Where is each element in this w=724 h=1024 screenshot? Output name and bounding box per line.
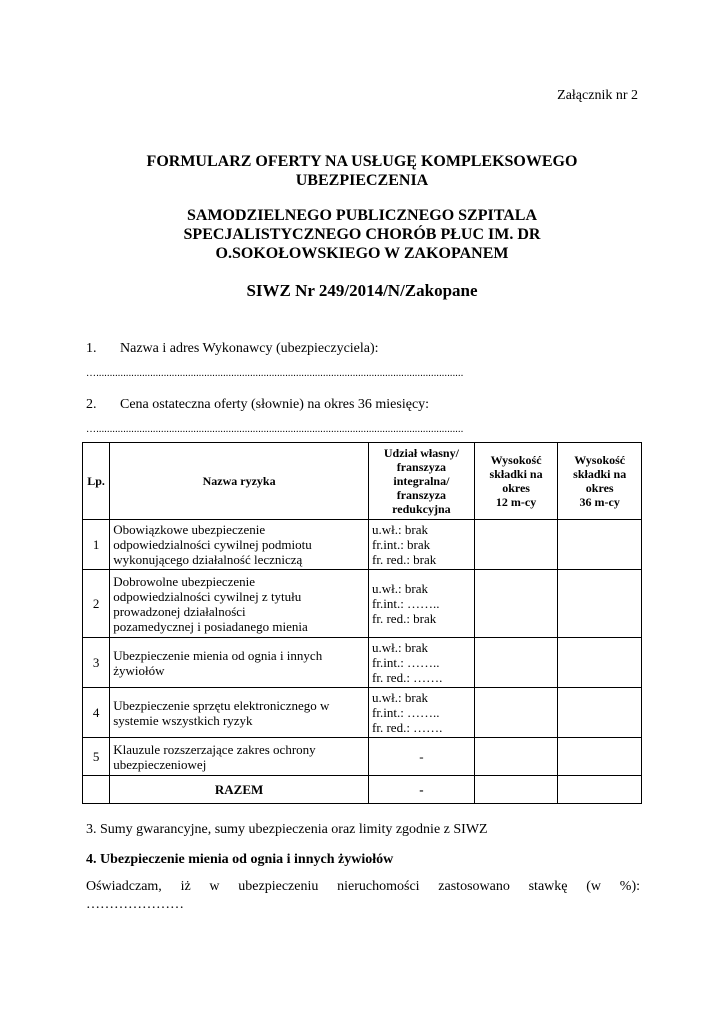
premium-36m-cell[interactable] [558,738,642,776]
risk-line: ubezpieczeniowej [113,756,207,772]
header-line: Wysokość [490,453,542,467]
own-line: fr.int.: …….. [372,705,440,720]
header-line: integralna/ [393,474,450,488]
siwz-number: SIWZ Nr 249/2014/N/Zakopane [246,281,478,300]
header-line: redukcyjna [392,502,451,516]
risk-line: odpowiedzialności cywilnej podmiotu [113,537,312,552]
item-text: Nazwa i adres Wykonawcy (ubezpieczyciela): [120,341,379,356]
header-line: Wysokość [574,453,626,467]
title-line: FORMULARZ OFERTY NA USŁUGĘ KOMPLEKSOWEGO [146,153,578,170]
risk-line: Ubezpieczenie sprzętu elektronicznego w [113,697,330,713]
row-own-share [369,570,475,638]
premium-36m-cell[interactable] [558,520,642,570]
header-premium-12m [474,443,558,520]
header-lp: Lp. [83,443,110,520]
own-line: u.wł.: brak [372,640,428,655]
row-risk-name [110,570,369,638]
table-row [83,738,642,776]
premium-12m-cell[interactable] [474,570,558,638]
premium-12m-cell[interactable] [474,688,558,738]
total-own-share: - [369,776,475,804]
header-line: okres [502,481,530,495]
header-line: składki na [573,467,627,481]
row-lp: 4 [83,688,110,738]
premium-36m-cell[interactable] [558,688,642,738]
own-line: fr.int.: …….. [372,596,440,611]
row-lp: 3 [83,638,110,688]
item-contractor [86,341,379,357]
risk-line: Dobrowolne ubezpieczenie [113,573,256,589]
risk-table [82,442,642,804]
table-row [83,688,642,738]
risk-line: Obowiązkowe ubezpieczenie [113,522,266,537]
risk-line: odpowiedzialności cywilnej z tytułu [113,588,302,604]
header-line: okres [585,481,614,495]
risk-line: Klauzule rozszerzające zakres ochrony [113,741,316,757]
risk-line: Ubezpieczenie mienia od ognia i innych [113,647,323,663]
risk-line: wykonującego działalność leczniczą [113,552,303,567]
header-line: 36 m-cy [579,495,620,509]
own-line: fr.int.: …….. [372,655,440,670]
own-line: fr. red.: ……. [372,720,443,735]
hospital-line: SAMODZIELNEGO PUBLICZNEGO SZPITALA [187,207,537,224]
total-row [83,776,642,804]
row-risk-name [110,638,369,688]
own-line: fr. red.: brak [372,552,437,567]
own-line: u.wł.: brak [372,522,428,537]
section-4-heading: 4. Ubezpieczenie mienia od ognia i innych żywiołów [86,852,394,867]
contractor-blank-field[interactable]: …........................................................................................................................................ [86,368,464,379]
hospital-name [0,206,724,263]
row-lp: 2 [83,570,110,638]
row-lp: 1 [83,520,110,570]
item-text: Cena ostateczna oferty (słownie) na okres 36 miesięcy: [120,397,430,412]
header-premium-36m [558,443,642,520]
premium-12m-cell[interactable] [474,520,558,570]
row-risk-name [110,520,369,570]
section-3: 3. Sumy gwarancyjne, sumy ubezpieczenia oraz limity zgodnie z SIWZ [86,822,488,837]
item-price [86,397,429,413]
row-own-share: - [369,738,475,776]
header-line: składki na [489,467,543,481]
premium-12m-cell[interactable] [474,738,558,776]
own-line: u.wł.: brak [372,690,428,705]
table-header-row [83,443,642,520]
attachment-label: Załącznik nr 2 [557,88,638,103]
header-line: franszyza [396,460,447,474]
header-line: franszyza [396,488,447,502]
total-label: RAZEM [110,776,369,804]
table-row [83,570,642,638]
row-risk-name [110,688,369,738]
row-lp: 5 [83,738,110,776]
total-lp-empty [83,776,110,804]
title-line: UBEZPIECZENIA [295,172,429,189]
row-own-share [369,638,475,688]
risk-line: pozamedycznej i posiadanego mienia [113,618,308,634]
premium-12m-cell[interactable] [474,638,558,688]
table-row [83,638,642,688]
item-number: 2. [86,397,97,412]
risk-line: żywiołów [113,662,165,678]
own-line: u.wł.: brak [372,581,428,596]
header-risk-name: Nazwa ryzyka [110,443,369,520]
row-own-share [369,688,475,738]
hospital-line: O.SOKOŁOWSKIEGO W ZAKOPANEM [215,245,509,262]
form-title [0,152,724,190]
own-line: fr.int.: brak [372,537,431,552]
price-blank-field[interactable]: …........................................................................................................................................ [86,424,464,435]
risk-line: prowadzonej działalności [113,603,246,619]
premium-36m-cell[interactable] [558,570,642,638]
own-line: fr. red.: ……. [372,670,443,685]
total-premium-12m-cell[interactable] [474,776,558,804]
own-line: fr. red.: brak [372,611,437,626]
total-premium-36m-cell[interactable] [558,776,642,804]
header-own-share [369,443,475,520]
rate-declaration: Oświadczam, iż w ubezpieczeniu nieruchomości zastosowano stawkę (w %): [86,879,640,894]
premium-36m-cell[interactable] [558,638,642,688]
rate-blank-field[interactable]: ………………… [86,897,184,912]
hospital-line: SPECJALISTYCZNEGO CHORÓB PŁUC IM. DR [183,226,541,243]
risk-line: systemie wszystkich ryzyk [113,712,253,728]
header-line: Udział własny/ [383,446,459,460]
header-line: 12 m-cy [495,495,537,509]
row-own-share [369,520,475,570]
item-number: 1. [86,341,97,356]
row-risk-name [110,738,369,776]
table-row [83,520,642,570]
